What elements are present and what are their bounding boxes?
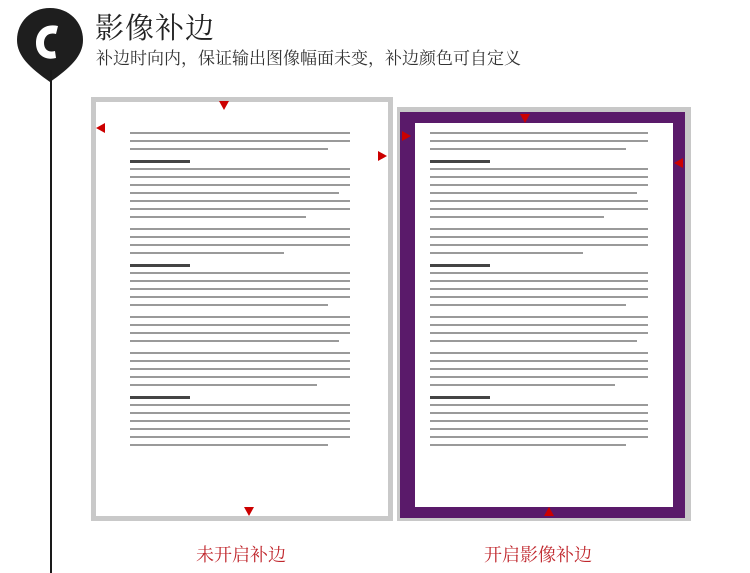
section-heading bbox=[130, 264, 190, 267]
text-line bbox=[130, 216, 306, 218]
text-line bbox=[130, 304, 328, 306]
text-line bbox=[130, 192, 339, 194]
text-line bbox=[430, 324, 648, 326]
page-title: 影像补边 bbox=[95, 11, 216, 45]
text-line bbox=[130, 296, 350, 298]
text-line bbox=[130, 332, 350, 334]
arrow-bottom-icon bbox=[544, 507, 554, 516]
text-line bbox=[430, 148, 626, 150]
text-line bbox=[130, 428, 350, 430]
text-line bbox=[130, 420, 350, 422]
arrow-right-icon bbox=[378, 151, 387, 161]
section-heading bbox=[130, 396, 190, 399]
page-subtitle: 补边时向内，保证输出图像幅面未变，补边颜色可自定义 bbox=[96, 49, 521, 69]
caption-without-fill: 未开启补边 bbox=[196, 545, 286, 566]
text-line bbox=[430, 332, 648, 334]
text-line bbox=[430, 252, 583, 254]
text-line bbox=[130, 340, 339, 342]
text-line bbox=[430, 192, 637, 194]
text-line bbox=[430, 316, 648, 318]
text-line bbox=[430, 228, 648, 230]
arrow-left-icon bbox=[402, 131, 411, 141]
section-heading bbox=[430, 160, 490, 163]
text-line bbox=[130, 316, 350, 318]
text-line bbox=[430, 368, 648, 370]
arrow-left-icon bbox=[96, 123, 105, 133]
text-line bbox=[130, 444, 328, 446]
text-line bbox=[130, 368, 350, 370]
section-heading bbox=[430, 396, 490, 399]
arrow-right-icon bbox=[674, 158, 683, 168]
text-line bbox=[430, 200, 648, 202]
text-line bbox=[430, 384, 615, 386]
document-text-right bbox=[430, 132, 652, 482]
text-line bbox=[130, 208, 350, 210]
text-line bbox=[430, 360, 648, 362]
text-line bbox=[130, 244, 350, 246]
arrow-top-icon bbox=[219, 101, 229, 110]
text-line bbox=[430, 236, 648, 238]
timeline-line bbox=[50, 70, 52, 573]
text-line bbox=[130, 288, 350, 290]
text-line bbox=[130, 352, 350, 354]
arrow-bottom-icon bbox=[244, 507, 254, 516]
text-line bbox=[430, 272, 648, 274]
caption-with-fill: 开启影像补边 bbox=[484, 545, 592, 566]
text-line bbox=[130, 252, 284, 254]
text-line bbox=[130, 236, 350, 238]
text-line bbox=[130, 360, 350, 362]
text-line bbox=[430, 184, 648, 186]
text-line bbox=[130, 436, 350, 438]
text-line bbox=[430, 216, 604, 218]
text-line bbox=[130, 228, 350, 230]
text-line bbox=[130, 280, 350, 282]
text-line bbox=[130, 148, 328, 150]
text-line bbox=[430, 140, 648, 142]
text-line bbox=[430, 340, 637, 342]
text-line bbox=[430, 280, 648, 282]
text-line bbox=[430, 176, 648, 178]
text-line bbox=[430, 444, 626, 446]
text-line bbox=[430, 428, 648, 430]
text-line bbox=[130, 200, 350, 202]
text-line bbox=[430, 244, 648, 246]
text-line bbox=[430, 304, 626, 306]
text-line bbox=[430, 168, 648, 170]
text-line bbox=[130, 132, 350, 134]
section-heading bbox=[430, 264, 490, 267]
text-line bbox=[130, 384, 317, 386]
text-line bbox=[430, 376, 648, 378]
text-line bbox=[130, 168, 350, 170]
text-line bbox=[430, 436, 648, 438]
text-line bbox=[130, 272, 350, 274]
section-heading bbox=[130, 160, 190, 163]
text-line bbox=[430, 352, 648, 354]
text-line bbox=[430, 420, 648, 422]
arrow-top-icon bbox=[520, 114, 530, 123]
text-line bbox=[430, 208, 648, 210]
document-text-left bbox=[130, 132, 355, 482]
text-line bbox=[130, 376, 350, 378]
text-line bbox=[430, 412, 648, 414]
text-line bbox=[130, 324, 350, 326]
text-line bbox=[430, 132, 648, 134]
text-line bbox=[130, 412, 350, 414]
text-line bbox=[130, 184, 350, 186]
text-line bbox=[130, 176, 350, 178]
text-line bbox=[130, 140, 350, 142]
text-line bbox=[130, 404, 350, 406]
text-line bbox=[430, 288, 648, 290]
text-line bbox=[430, 296, 648, 298]
text-line bbox=[430, 404, 648, 406]
